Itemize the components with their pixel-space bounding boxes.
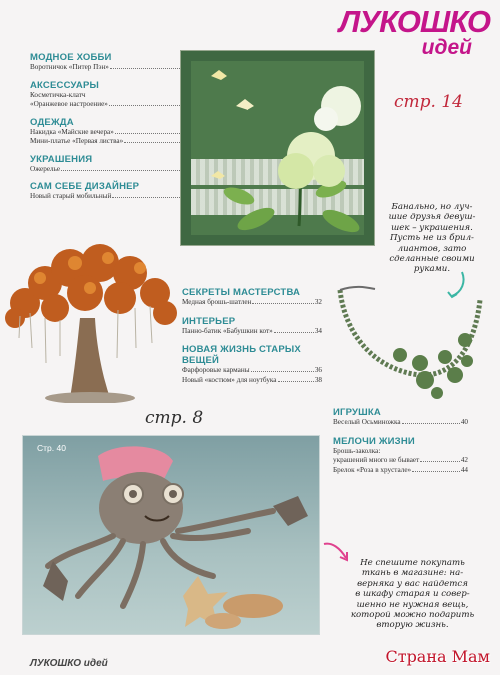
toc-entry-text: Мини-платье «Первая листва»: [30, 137, 124, 145]
note-line: Банально, но луч-: [391, 202, 473, 212]
toc-section: [333, 436, 468, 476]
toc-entry-text: Брошь-заколка:: [333, 446, 381, 455]
note-line: Пусть не из брил-: [390, 233, 474, 244]
toc-entry[interactable]: [30, 63, 190, 73]
toc-section: [30, 80, 190, 110]
toc-entry[interactable]: [30, 128, 190, 138]
toc-entry-text: Воротничок «Питер Пэн»: [30, 63, 109, 71]
note-line: верняка у вас найдется: [357, 578, 468, 589]
toc-entry-page: 38: [314, 375, 322, 384]
toc-middle: [182, 287, 322, 385]
toc-section-title: УКРАШЕНИЯ: [30, 153, 93, 165]
toc-entry-text: Ожерелье: [30, 164, 61, 173]
toc-entry[interactable]: [30, 137, 190, 147]
toc-entry-text: Веселый Осьминожка: [333, 418, 401, 426]
octopus-toy-photo: [22, 435, 320, 635]
toc-section: [30, 181, 190, 202]
toc-entry-text: Фарфоровые карманы: [182, 366, 250, 374]
toc-entry-text: «Оранжевое настроение»: [30, 100, 108, 108]
toc-entry-page: 40: [460, 418, 468, 426]
toc-section-title: САМ СЕБЕ ДИЗАЙНЕР: [30, 181, 140, 192]
note-line: вторую жизнь.: [376, 620, 449, 631]
toc-entry-page: 34: [314, 326, 322, 335]
note-line: сделанные своими: [389, 254, 475, 265]
note-line: лиантов, зато: [397, 243, 467, 254]
toc-section: [182, 316, 322, 337]
toc-section-title: МОДНОЕ ХОББИ: [30, 52, 112, 63]
toc-section: [30, 154, 190, 175]
toc-section-title: СЕКРЕТЫ МАСТЕРСТВА: [182, 287, 301, 298]
toc-section-title: НОВАЯ ЖИЗНЬ СТАРЫХ ВЕЩЕЙ: [182, 344, 301, 366]
toc-section-title: ИГРУШКА: [333, 407, 381, 418]
note-line: в шкафу старая и совер-: [355, 589, 470, 600]
toc-section-title: МЕЛОЧИ ЖИЗНИ: [333, 435, 415, 447]
note-line: руками.: [413, 264, 451, 275]
note-line: шенно не нужная вещь,: [356, 599, 469, 610]
toc-left: [30, 52, 190, 202]
note-line: Не спешите покупать: [360, 558, 465, 568]
photo-page-label: Стр. 40: [37, 443, 66, 453]
toc-entry-text: Брелок «Роза в хрустале»: [333, 465, 412, 474]
postcard-photo: [180, 50, 375, 246]
toc-entry[interactable]: [182, 327, 322, 337]
toc-entry[interactable]: [333, 456, 468, 466]
toc-entry-page: 32: [314, 298, 322, 306]
fabric-note: [330, 558, 495, 631]
logo-sub-text: идей: [421, 36, 472, 59]
necklace-note: [367, 202, 497, 275]
toc-entry-text: Новый старый мобильный: [30, 192, 112, 200]
toc-entry-text: Панно-батик «Бабушкин кот»: [182, 326, 273, 335]
toc-entry[interactable]: [182, 376, 322, 386]
toc-entry[interactable]: [30, 165, 190, 175]
toc-entry-text: Новый «костюм» для ноутбука: [182, 375, 277, 384]
toc-entry[interactable]: [182, 366, 322, 376]
toc-section-title: ОДЕЖДА: [30, 116, 74, 128]
watermark: Страна Мам: [385, 647, 490, 666]
toc-section-title: АКСЕССУАРЫ: [30, 79, 100, 91]
toc-section: [182, 344, 322, 385]
necklace-photo: [325, 275, 490, 405]
toc-entry[interactable]: [333, 418, 468, 428]
note-line: шие друзья девуш-: [388, 212, 476, 223]
toc-entry-page: 36: [314, 366, 322, 374]
toc-entry[interactable]: [30, 192, 190, 202]
arrow-icon: [318, 540, 352, 566]
toc-entry-page: 42: [460, 456, 468, 464]
toc-section: [30, 117, 190, 147]
toc-right: [333, 407, 468, 475]
toc-entry-text: Накидка «Майские вечера»: [30, 127, 114, 136]
toc-entry-text: Косметичка-клатч: [30, 90, 86, 99]
toc-entry[interactable]: [333, 466, 468, 476]
toc-section: [30, 52, 190, 73]
toc-entry[interactable]: [30, 100, 190, 110]
toc-section: [182, 287, 322, 308]
hydrangea-illustration: [181, 51, 375, 246]
toc-entry-text: украшений много не бывает: [333, 456, 420, 464]
toc-section-title: ИНТЕРЬЕР: [182, 315, 236, 327]
footer-logo: ЛУКОШКО идей: [30, 658, 108, 669]
octopus-illustration: [23, 436, 320, 635]
page-ref-14: стр. 14: [394, 92, 463, 112]
toc-entry[interactable]: [182, 298, 322, 308]
bonsai-tree-photo: [0, 238, 180, 403]
toc-entry-page: 44: [460, 465, 468, 474]
logo-main-text: ЛУКОШКО: [338, 4, 490, 39]
note-line: которой можно подарить: [350, 610, 475, 621]
note-line: шек – украшения.: [391, 222, 473, 233]
toc-section: [333, 407, 468, 428]
page-ref-8: стр. 8: [145, 408, 204, 428]
toc-entry-text: Медная брошь-шатлен: [182, 298, 252, 306]
note-line: ткань в магазине: на-: [361, 568, 464, 579]
